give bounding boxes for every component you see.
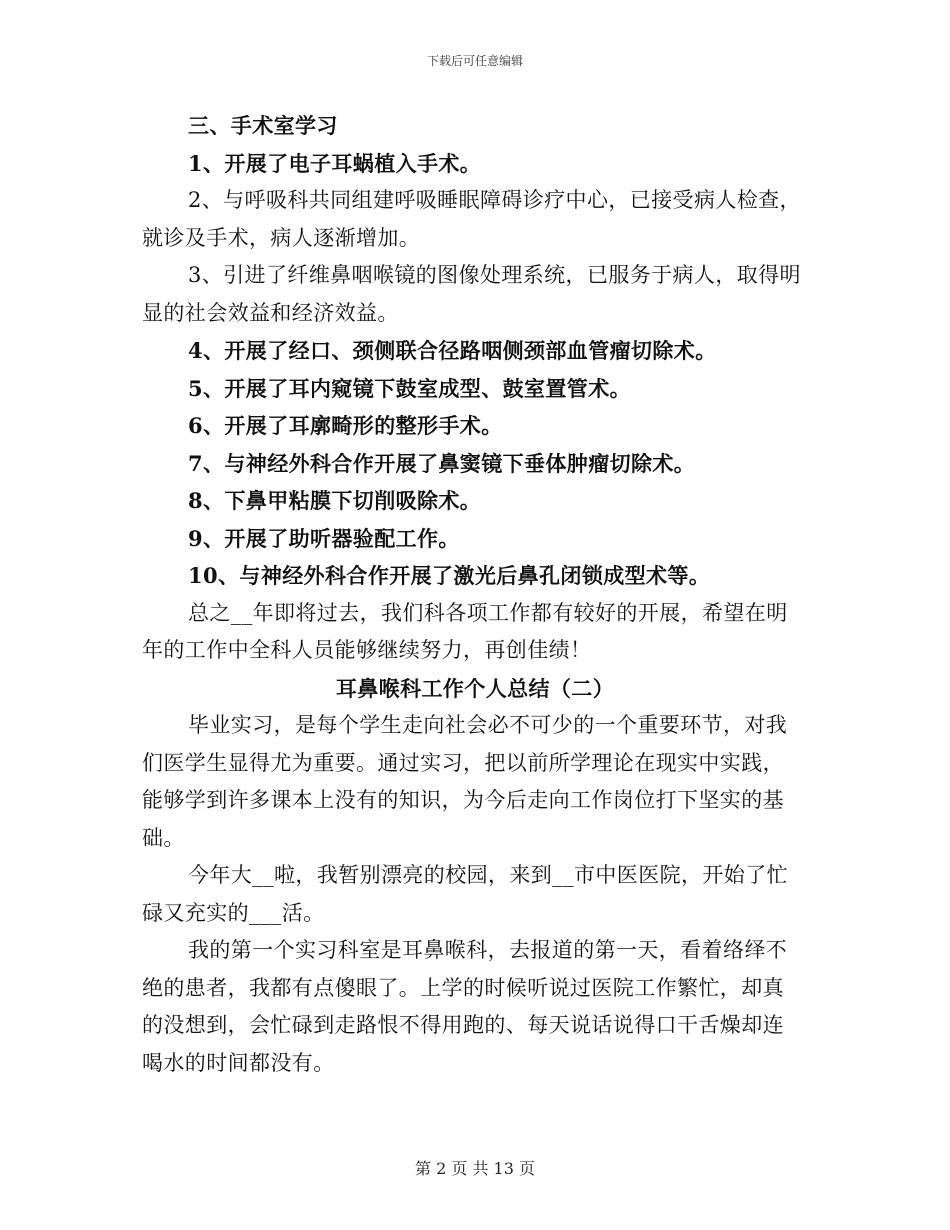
section-heading: 耳鼻喉科工作个人总结（二） — [335, 675, 615, 701]
paragraph-line: 喝水的时间都没有。 — [142, 1050, 335, 1075]
list-item: 3、引进了纤维鼻咽喉镜的图像处理系统，已服务于病人，取得明 — [188, 263, 801, 287]
list-item: 2、与呼吸科共同组建呼吸睡眠障碍诊疗中心，已接受病人检查， — [188, 188, 801, 212]
paragraph-line: 我的第一个实习科室是耳鼻喉科，去报道的第一天，看着络绎不 — [188, 938, 788, 962]
section-title: 三、手术室学习 — [188, 113, 338, 138]
paragraph-line: 础。 — [142, 825, 185, 850]
list-item: 10、与神经外科合作开展了激光后鼻孔闭锁成型术等。 — [188, 563, 711, 588]
paragraph-line: 的没想到，会忙碌到走路恨不得用跑的、每天说话说得口干舌燥却连 — [142, 1013, 784, 1037]
document-body — [142, 107, 808, 1082]
list-item-continuation: 就诊及手术，病人逐渐增加。 — [142, 225, 421, 250]
list-item: 8、下鼻甲粘膜下切削吸除术。 — [188, 488, 482, 513]
paragraph-line: 今年大__啦，我暂别漂亮的校园，来到__市中医医院，开始了忙 — [188, 863, 788, 887]
list-item: 6、开展了耳廓畸形的整形手术。 — [188, 413, 503, 438]
paragraph-line: 们医学生显得尤为重要。通过实习，把以前所学理论在现实中实践， — [142, 750, 784, 775]
list-item: 5、开展了耳内窥镜下鼓室成型、鼓室置管术。 — [188, 375, 632, 401]
summary-line: 总之__年即将过去，我们科各项工作都有较好的开展，希望在明 — [188, 600, 788, 625]
paragraph-line: 碌又充实的___活。 — [142, 900, 325, 925]
paragraph-line: 能够学到许多课本上没有的知识，为今后走向工作岗位打下坚实的基 — [142, 788, 784, 812]
page-header: 下载后可任意编辑 — [426, 54, 523, 68]
summary-line: 年的工作中全科人员能够继续努力，再创佳绩！ — [142, 638, 592, 662]
list-item: 7、与神经外科合作开展了鼻窦镜下垂体肿瘤切除术。 — [188, 450, 696, 476]
list-item-continuation: 显的社会效益和经济效益。 — [142, 300, 399, 325]
list-item: 1、开展了电子耳蜗植入手术。 — [188, 150, 482, 176]
list-item: 4、开展了经口、颈侧联合径路咽侧颈部血管瘤切除术。 — [188, 338, 717, 363]
paragraph-line: 绝的患者，我都有点傻眼了。上学的时候听说过医院工作繁忙，却真 — [142, 975, 784, 1000]
paragraph-line: 毕业实习，是每个学生走向社会必不可少的一个重要环节，对我 — [188, 713, 788, 737]
page-number: 第 2 页 共 13 页 — [415, 1159, 535, 1178]
list-item: 9、开展了助听器验配工作。 — [188, 525, 460, 551]
